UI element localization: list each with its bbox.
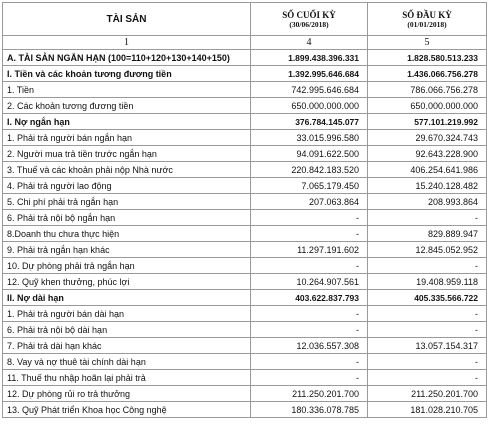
end-period-value: 12.036.557.308	[251, 338, 368, 354]
end-period-value: 742.995.646.684	[251, 82, 368, 98]
row-label: 12. Quỹ khen thưởng, phúc lợi	[3, 274, 251, 290]
begin-period-value: 211.250.201.700	[368, 386, 487, 402]
begin-period-value: 181.028.210.705	[368, 402, 487, 418]
end-period-value: 180.336.078.785	[251, 402, 368, 418]
column-index: 4	[251, 36, 368, 50]
table-row	[3, 338, 487, 354]
end-period-column-header	[251, 3, 368, 36]
row-label: 8. Vay và nợ thuê tài chính dài hạn	[3, 354, 251, 370]
begin-period-value: 15.240.128.482	[368, 178, 487, 194]
begin-period-value: 12.845.052.952	[368, 242, 487, 258]
row-label: 12. Dự phòng rủi ro trả thưởng	[3, 386, 251, 402]
begin-period-value: 406.254.641.986	[368, 162, 487, 178]
begin-period-date: (01/01/2018)	[407, 19, 447, 29]
end-period-value: 650.000.000.000	[251, 98, 368, 114]
row-label: 10. Dự phòng phải trả ngắn hạn	[3, 258, 251, 274]
table-row	[3, 98, 487, 114]
end-period-value: -	[251, 370, 368, 386]
begin-period-value: -	[368, 306, 487, 322]
row-label: I. Tiền và các khoản tương đương tiền	[3, 66, 251, 82]
table-row	[3, 210, 487, 226]
row-label: 5. Chi phí phải trả ngắn hạn	[3, 194, 251, 210]
table-row	[3, 322, 487, 338]
end-period-value: -	[251, 322, 368, 338]
row-label: 2. Các khoản tương đương tiền	[3, 98, 251, 114]
table-row	[3, 386, 487, 402]
begin-period-value: -	[368, 210, 487, 226]
begin-period-value: -	[368, 370, 487, 386]
end-period-value: 211.250.201.700	[251, 386, 368, 402]
table-row	[3, 114, 487, 130]
begin-period-value: -	[368, 322, 487, 338]
begin-period-value: 829.889.947	[368, 226, 487, 242]
row-label: 13. Quỹ Phát triển Khoa học Công nghệ	[3, 402, 251, 418]
row-label: 1. Tiền	[3, 82, 251, 98]
end-period-value: -	[251, 226, 368, 242]
begin-period-value: 208.993.864	[368, 194, 487, 210]
begin-period-value: 1.436.066.756.278	[368, 66, 487, 82]
begin-period-value: 1.828.580.513.233	[368, 50, 487, 66]
row-label: 1. Phải trả người bán ngắn hạn	[3, 130, 251, 146]
begin-period-column-header	[368, 3, 487, 36]
row-label: 6. Phải trả nội bộ dài hạn	[3, 322, 251, 338]
end-period-value: 1.392.995.646.684	[251, 66, 368, 82]
column-index: 5	[368, 36, 487, 50]
end-period-value: 33.015.996.580	[251, 130, 368, 146]
begin-period-value: 577.101.219.992	[368, 114, 487, 130]
row-label: 4. Phải trả người lao động	[3, 178, 251, 194]
table-row	[3, 194, 487, 210]
row-label: II. Nợ dài hạn	[3, 290, 251, 306]
table-row	[3, 162, 487, 178]
begin-period-value: 92.643.228.900	[368, 146, 487, 162]
end-period-value: 10.264.907.561	[251, 274, 368, 290]
table-row	[3, 226, 487, 242]
begin-period-value: -	[368, 258, 487, 274]
end-period-value: 94.091.622.500	[251, 146, 368, 162]
end-period-label: SỐ CUỐI KỲ	[282, 9, 336, 20]
table-row	[3, 258, 487, 274]
table-row	[3, 306, 487, 322]
end-period-value: 403.622.837.793	[251, 290, 368, 306]
header-row	[3, 3, 487, 36]
end-period-value: -	[251, 306, 368, 322]
table-row	[3, 146, 487, 162]
end-period-value: 207.063.864	[251, 194, 368, 210]
row-label: I. Nợ ngắn hạn	[3, 114, 251, 130]
end-period-value: -	[251, 354, 368, 370]
row-label: 3. Thuế và các khoản phải nộp Nhà nước	[3, 162, 251, 178]
table-row	[3, 370, 487, 386]
row-label: 2. Người mua trả tiền trước ngắn hạn	[3, 146, 251, 162]
begin-period-value: 650.000.000.000	[368, 98, 487, 114]
begin-period-value: 19.408.959.118	[368, 274, 487, 290]
begin-period-value: -	[368, 354, 487, 370]
begin-period-value: 29.670.324.743	[368, 130, 487, 146]
table-row	[3, 178, 487, 194]
end-period-value: -	[251, 210, 368, 226]
table-row	[3, 402, 487, 418]
end-period-value: 376.784.145.077	[251, 114, 368, 130]
end-period-value: 7.065.179.450	[251, 178, 368, 194]
table-row	[3, 66, 487, 82]
row-label: A. TÀI SẢN NGẮN HẠN (100=110+120+130+140+150)	[3, 50, 251, 66]
balance-sheet-table	[2, 2, 487, 418]
table-row	[3, 82, 487, 98]
row-label: 9. Phải trả ngắn hạn khác	[3, 242, 251, 258]
table-row	[3, 242, 487, 258]
end-period-value: 11.297.191.602	[251, 242, 368, 258]
begin-period-value: 786.066.756.278	[368, 82, 487, 98]
table-row	[3, 274, 487, 290]
table-row	[3, 290, 487, 306]
end-period-value: -	[251, 258, 368, 274]
column-index-row	[3, 36, 487, 50]
table-row	[3, 130, 487, 146]
row-label: 6. Phải trả nội bộ ngắn hạn	[3, 210, 251, 226]
table-row	[3, 50, 487, 66]
end-period-value: 1.899.438.396.331	[251, 50, 368, 66]
begin-period-label: SỐ ĐẦU KỲ	[402, 9, 452, 20]
end-period-value: 220.842.183.520	[251, 162, 368, 178]
row-label: 11. Thuế thu nhập hoãn lại phải trả	[3, 370, 251, 386]
row-label: 8.Doanh thu chưa thực hiện	[3, 226, 251, 242]
table-row	[3, 354, 487, 370]
row-label: 7. Phải trả dài hạn khác	[3, 338, 251, 354]
asset-column-header: TÀI SẢN	[3, 3, 251, 36]
column-index: 1	[3, 36, 251, 50]
begin-period-value: 405.335.566.722	[368, 290, 487, 306]
row-label: 1. Phải trả người bán dài hạn	[3, 306, 251, 322]
begin-period-value: 13.057.154.317	[368, 338, 487, 354]
end-period-date: (30/06/2018)	[289, 19, 329, 29]
